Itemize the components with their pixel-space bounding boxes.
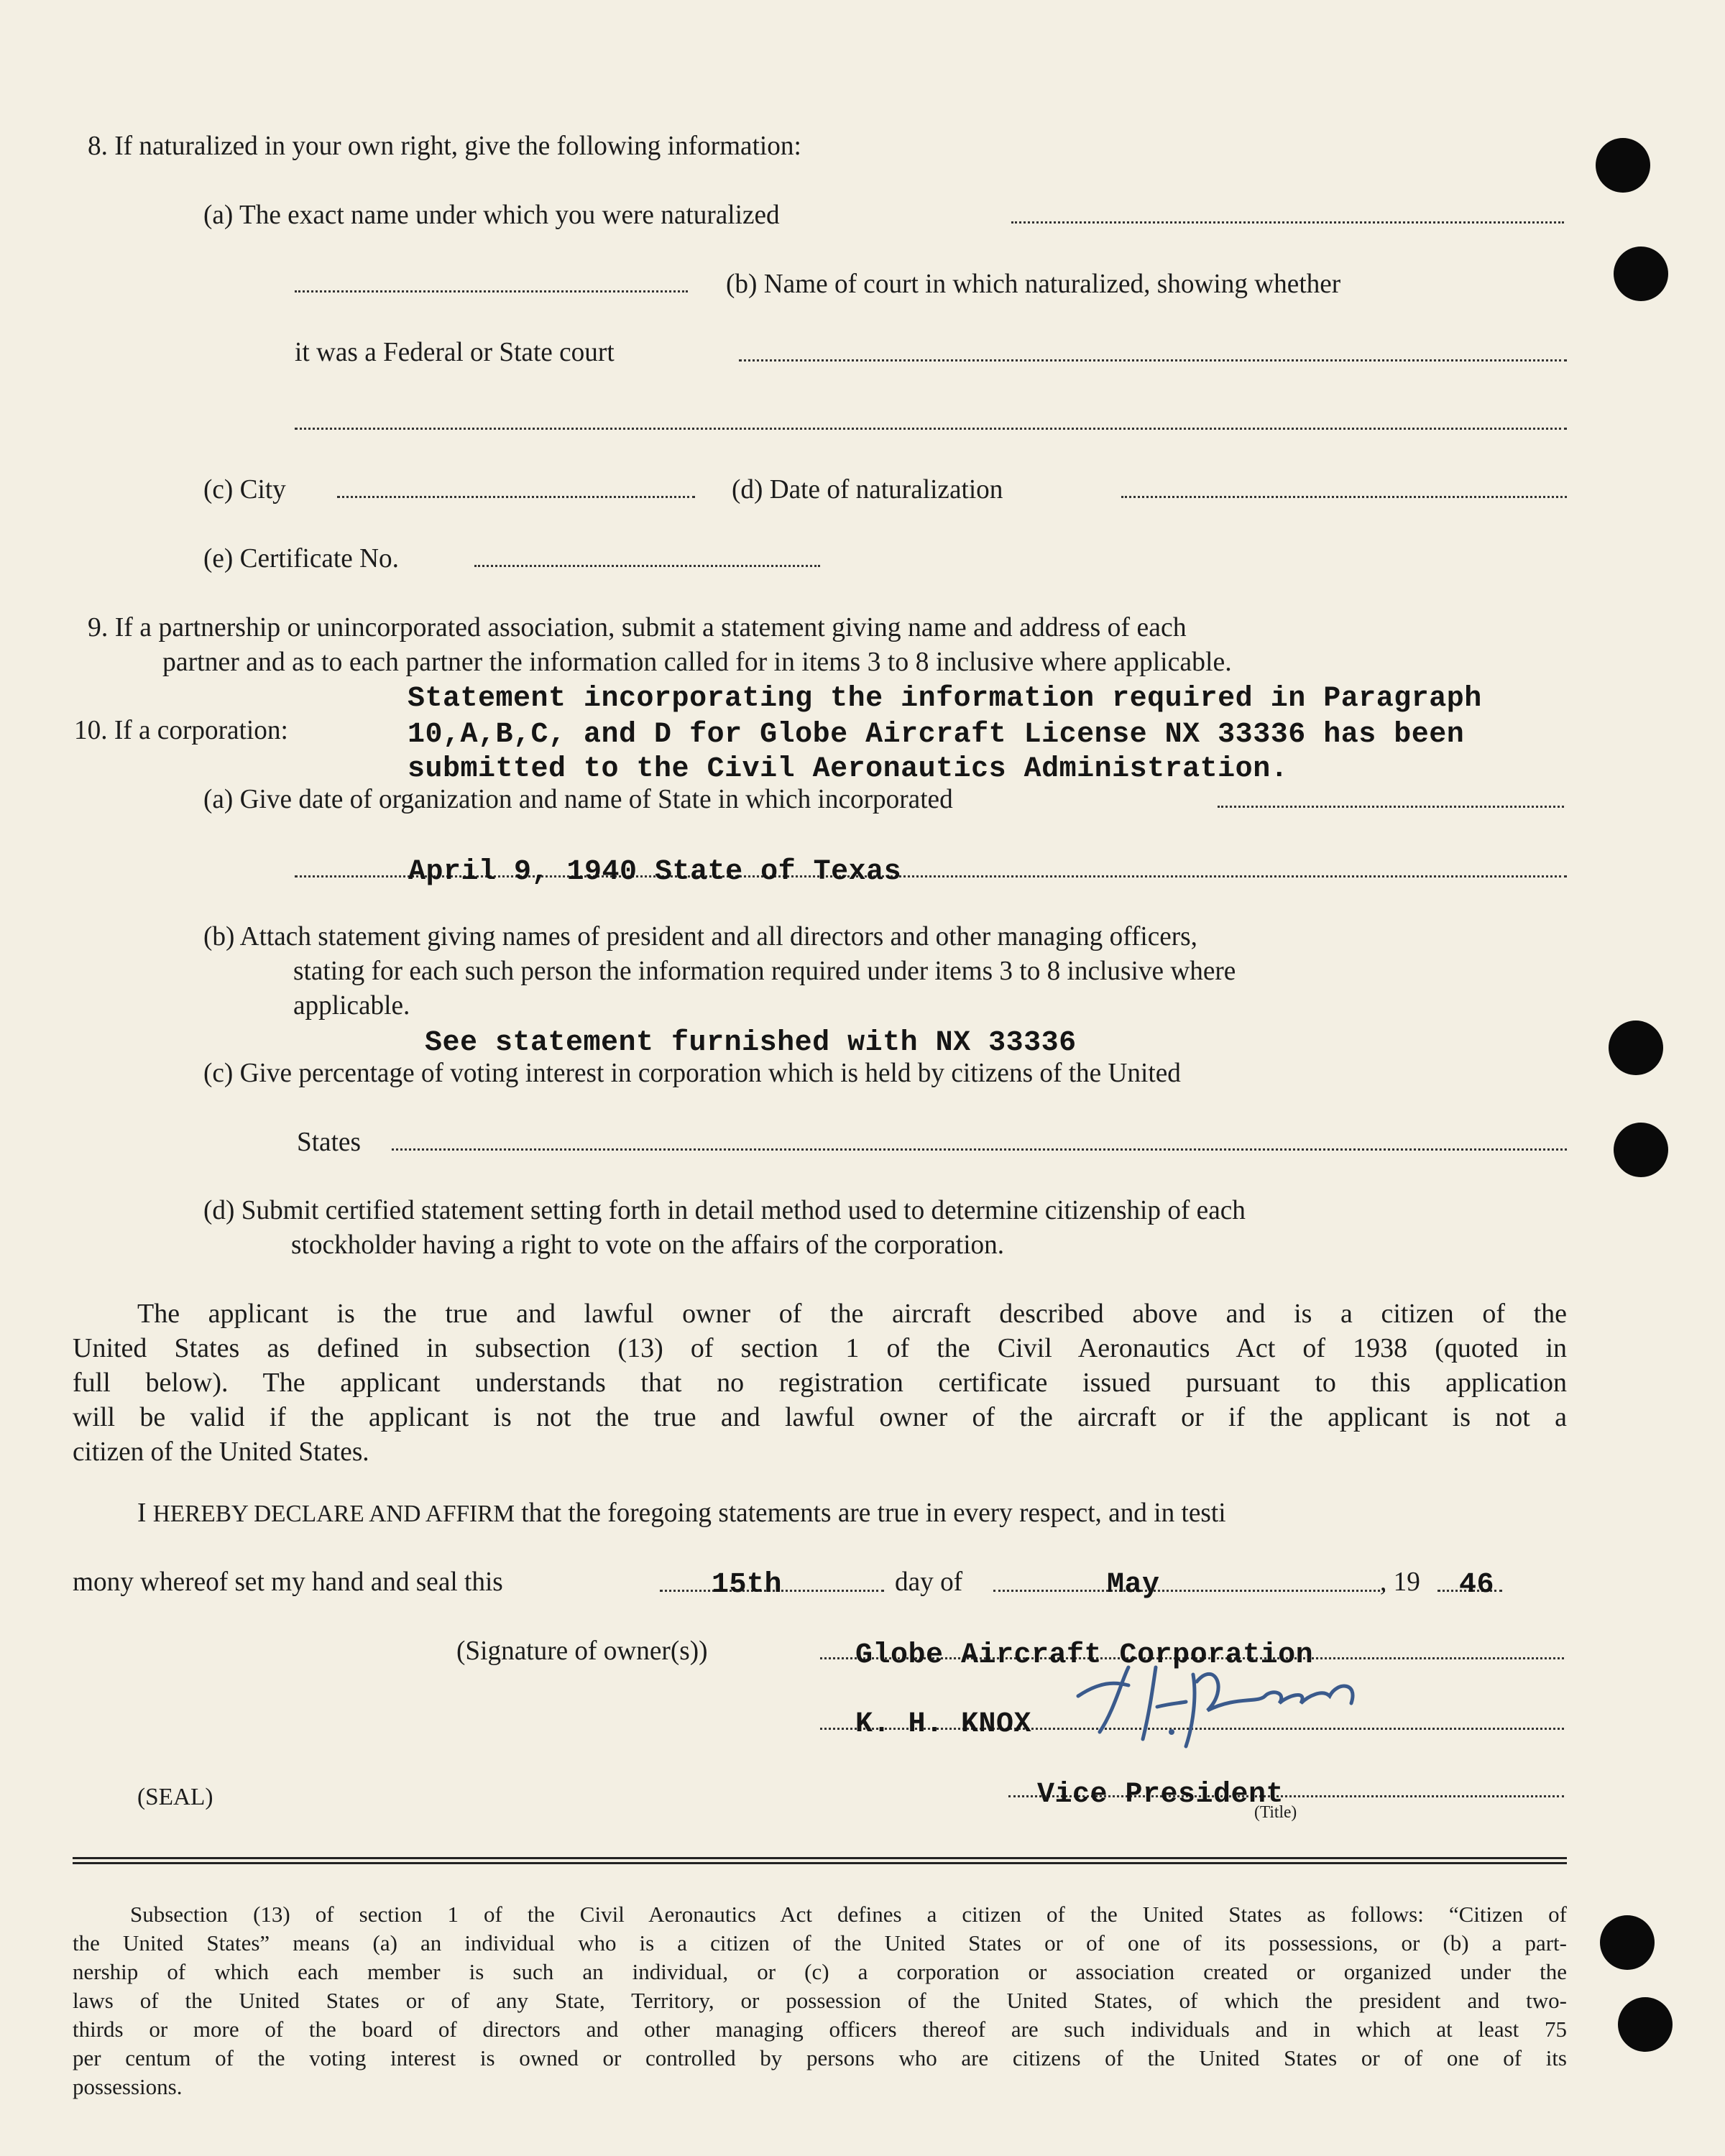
title-typed: Vice President [1037,1779,1284,1811]
typed-statement: 10,A,B,C, and D for Globe Aircraft License NX 33336 has been [408,719,1465,751]
item8d-field[interactable] [1121,496,1567,498]
affirm-caps: HEREBY DECLARE AND AFFIRM [152,1501,515,1527]
item10b-cont: stating for each such person the information required under items 3 to 8 inclusive where [293,956,1236,986]
footnote-line: thirds or more of the board of directors and other managing officers thereof are such individuals and in which at least 75 [73,2017,1567,2042]
owner-typed: Globe Aircraft Corporation [855,1639,1314,1672]
item10b-cont: applicable. [293,990,410,1021]
typed-statement: Statement incorporating the information required in Paragraph [408,683,1482,715]
year-prefix: , 19 [1380,1567,1420,1597]
month-field[interactable] [993,1590,1385,1592]
item8a-label: (a) The exact name under which you were naturalized [203,200,780,230]
footnote-line: the United States” means (a) an individual who is a citizen of the United States or of one of its possessions, or (b) a part- [73,1930,1567,1955]
affirm-rest: that the foregoing statements are true in every respect, and in testi [521,1498,1226,1528]
item8d-label: (d) Date of naturalization [732,474,1003,505]
footnote-line: per centum of the voting interest is owned or controlled by persons who are citizens of the United States or of one of its [73,2045,1567,2070]
handwritten-signature [1071,1653,1430,1772]
punch-hole [1618,1997,1673,2052]
footnote-line: possessions. [73,2074,183,2099]
title-label: (Title) [1254,1803,1297,1822]
item10a-typed: April 9, 1940 State of Texas [408,856,902,888]
item9-line1: 9. If a partnership or unincorporated association, submit a statement giving name and address of each [88,612,1187,642]
year-value: 46 [1459,1569,1495,1601]
item10-label: 10. If a corporation: [74,715,288,745]
item10b-label: (b) Attach statement giving names of president and all directors and other managing officers, [203,921,1197,952]
item8c-label: (c) City [203,474,286,505]
item8b-field-cont[interactable] [295,428,1567,430]
punch-hole [1614,247,1668,301]
punch-hole [1600,1915,1655,1970]
item10c-field[interactable] [392,1148,1567,1151]
punch-hole [1596,138,1650,193]
day-value: 15th [712,1569,783,1601]
item8c-field[interactable] [337,496,695,498]
footnote-line: laws of the United States or of any State, Territory, or possession of the United States, of which the president and two- [73,1988,1567,2013]
item8b-cont-label: it was a Federal or State court [295,337,615,367]
declaration-line: United States as defined in subsection (13) of section 1 of the Civil Aeronautics Act of 1938 (quoted in [73,1333,1567,1363]
footnote-line: Subsection (13) of section 1 of the Civil Aeronautics Act defines a citizen of the United States as follows: “Citizen of [130,1902,1567,1927]
item9-line2: partner and as to each partner the information called for in items 3 to 8 inclusive where applicable. [162,647,1232,677]
item10a-label: (a) Give date of organization and name of State in which incorporated [203,784,953,814]
item8a-field-cont[interactable] [295,290,688,292]
item8b-label: (b) Name of court in which naturalized, showing whether [726,269,1341,299]
double-rule [73,1857,1567,1864]
declaration-line: will be valid if the applicant is not the true and lawful owner of the aircraft or if the applicant is not a [73,1402,1567,1432]
item8a-field[interactable] [1011,221,1564,224]
footnote-line: nership of which each member is such an individual, or (c) a corporation or association created or organized under the [73,1959,1567,1984]
item10d-cont: stockholder having a right to vote on the affairs of the corporation. [291,1230,1005,1260]
declaration-line: full below). The applicant understands that no registration certificate issued pursuant to this application [73,1368,1567,1398]
punch-hole [1609,1021,1663,1075]
signature-label: (Signature of owner(s)) [456,1636,708,1666]
affirm-lead: I [137,1498,147,1528]
affirm-line [137,1499,1226,1526]
typed-statement: submitted to the Civil Aeronautics Administration. [408,753,1289,786]
name-typed: K. H. KNOX [855,1708,1032,1741]
seal-label: (SEAL) [137,1784,213,1810]
item10b-typed: See statement furnished with NX 33336 [425,1027,1077,1059]
item8b-field[interactable] [739,359,1567,361]
item10c-cont: States [297,1127,361,1157]
item10d-label: (d) Submit certified statement setting forth in detail method used to determine citizenship of each [203,1195,1246,1225]
affirm-line2: mony whereof set my hand and seal this [73,1567,503,1597]
day-of-label: day of [895,1567,963,1597]
declaration-line: The applicant is the true and lawful owner of the aircraft described above and is a citizen of the [137,1299,1567,1329]
item8e-label: (e) Certificate No. [203,543,399,573]
declaration-line: citizen of the United States. [73,1437,369,1467]
item10c-label: (c) Give percentage of voting interest in corporation which is held by citizens of the United [203,1058,1181,1088]
month-value: May [1107,1569,1160,1601]
item8e-field[interactable] [474,565,820,567]
item10a-field[interactable] [1218,806,1564,808]
punch-hole [1614,1123,1668,1177]
item8-heading: 8. If naturalized in your own right, give the following information: [88,131,801,161]
